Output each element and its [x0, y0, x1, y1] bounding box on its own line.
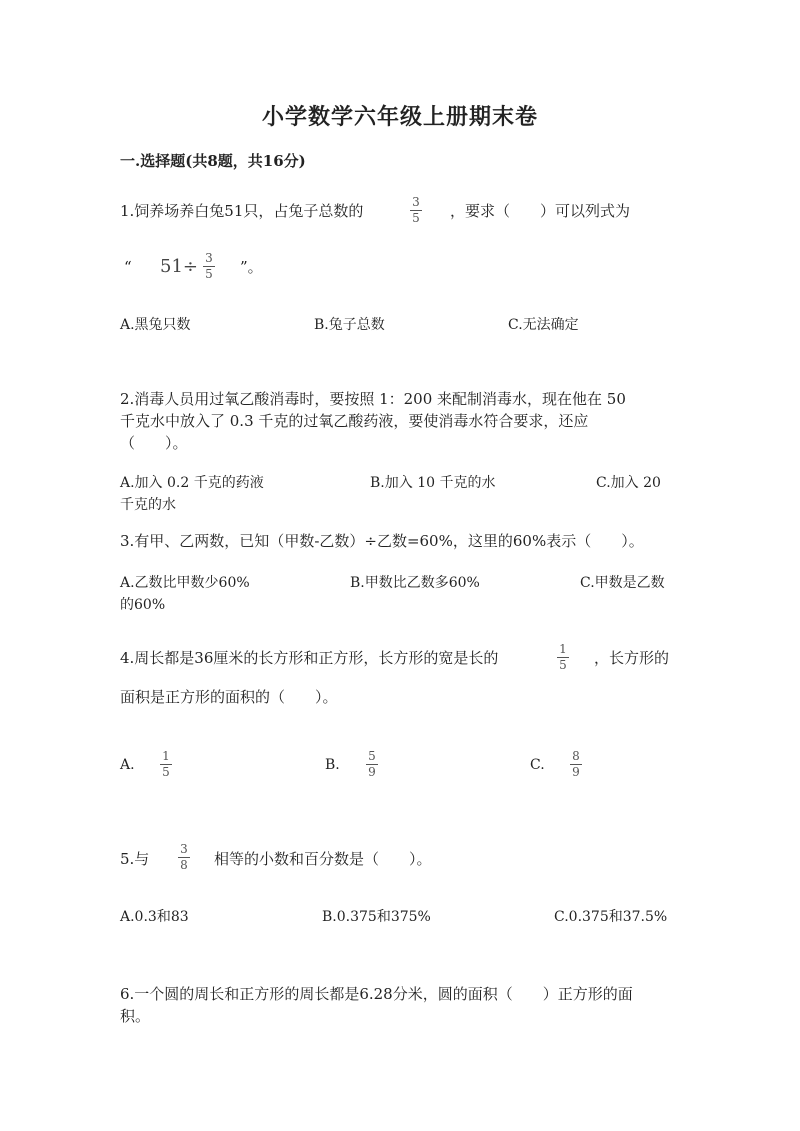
q4-option-a-fraction — [160, 750, 172, 779]
q5-fraction-den: 8 — [180, 858, 188, 872]
q4-fraction-num: 1 — [559, 642, 567, 656]
q1-fraction-num: 3 — [412, 195, 420, 209]
q3-option-c[interactable]: C.甲数是乙数 — [580, 575, 665, 591]
q2-option-c[interactable]: C.加入 20 — [596, 475, 661, 491]
q4-option-b-den: 9 — [368, 765, 376, 779]
q5-option-a[interactable]: A.0.3和83 — [120, 909, 189, 925]
q4-option-c-num: 8 — [572, 749, 580, 763]
q1-expr-den: 5 — [205, 267, 213, 281]
q4-option-c-den: 9 — [572, 765, 580, 779]
q4-text-post: ，长方形的 — [594, 649, 670, 667]
q1-quote-open: “ — [124, 258, 132, 276]
q3-line-1: 3.有甲、乙两数，已知（甲数-乙数）÷乙数=60%，这里的60%表示（ ）。 — [120, 532, 644, 550]
q4-option-a-num: 1 — [162, 749, 170, 763]
q2-option-b[interactable]: B.加入 10 千克的水 — [370, 475, 496, 491]
q1-fraction — [410, 196, 422, 225]
q6-line-1: 6.一个圆的周长和正方形的周长都是6.28分米，圆的面积（ ）正方形的面 — [120, 985, 633, 1003]
q2-option-a[interactable]: A.加入 0.2 千克的药液 — [120, 475, 264, 491]
q3-option-b[interactable]: B.甲数比乙数多60% — [350, 575, 480, 591]
q5-fraction — [178, 843, 190, 872]
q1-expression-fraction — [203, 252, 215, 281]
q1-text-pre: 1.饲养场养白兔51只，占兔子总数的 — [120, 202, 364, 220]
q2-line-3: （ ）。 — [120, 434, 188, 452]
q5-fraction-num: 3 — [180, 842, 188, 856]
q6-line-2: 积。 — [120, 1007, 151, 1025]
q1-option-c[interactable]: C.无法确定 — [508, 317, 579, 333]
q1-expression: 51÷ — [160, 256, 198, 277]
q5-text-pre: 5.与 — [120, 850, 150, 868]
q4-fraction-den: 5 — [559, 658, 567, 672]
q4-option-b-num: 5 — [368, 749, 376, 763]
q1-fraction-den: 5 — [412, 211, 420, 225]
q4-option-b-fraction — [366, 750, 378, 779]
q5-text-post: 相等的小数和百分数是（ ）。 — [214, 850, 432, 868]
q2-line-2: 千克水中放入了 0.3 千克的过氧乙酸药液，要使消毒水符合要求，还应 — [120, 412, 589, 430]
q5-option-c[interactable]: C.0.375和37.5% — [554, 909, 668, 925]
q4-option-b-label: B. — [325, 757, 340, 773]
q4-option-a-label: A. — [120, 757, 135, 773]
q4-text-pre: 4.周长都是36厘米的长方形和正方形，长方形的宽是长的 — [120, 649, 499, 667]
q1-option-b[interactable]: B.兔子总数 — [314, 317, 385, 333]
q1-option-a[interactable]: A.黑兔只数 — [120, 317, 191, 333]
section-heading: 一.选择题(共8题，共16分) — [120, 152, 306, 170]
q2-option-c-wrap: 千克的水 — [120, 497, 176, 513]
q4-option-c-label: C. — [530, 757, 545, 773]
q1-expr-num: 3 — [205, 251, 213, 265]
q5-option-b[interactable]: B.0.375和375% — [322, 909, 431, 925]
q4-option-c-fraction — [570, 750, 582, 779]
q3-option-c-wrap: 的60% — [120, 597, 166, 613]
q2-line-1: 2.消毒人员用过氧乙酸消毒时，要按照 1：200 来配制消毒水，现在他在 50 — [120, 390, 626, 408]
q1-text-post: ，要求（ ）可以列式为 — [450, 202, 631, 220]
page-title: 小学数学六年级上册期末卷 — [261, 104, 538, 130]
q4-option-a-den: 5 — [162, 765, 170, 779]
q4-line-2: 面积是正方形的面积的（ ）。 — [120, 688, 338, 706]
q1-quote-close: ”。 — [240, 258, 263, 276]
q3-option-a[interactable]: A.乙数比甲数少60% — [120, 575, 250, 591]
q4-fraction — [557, 643, 569, 672]
